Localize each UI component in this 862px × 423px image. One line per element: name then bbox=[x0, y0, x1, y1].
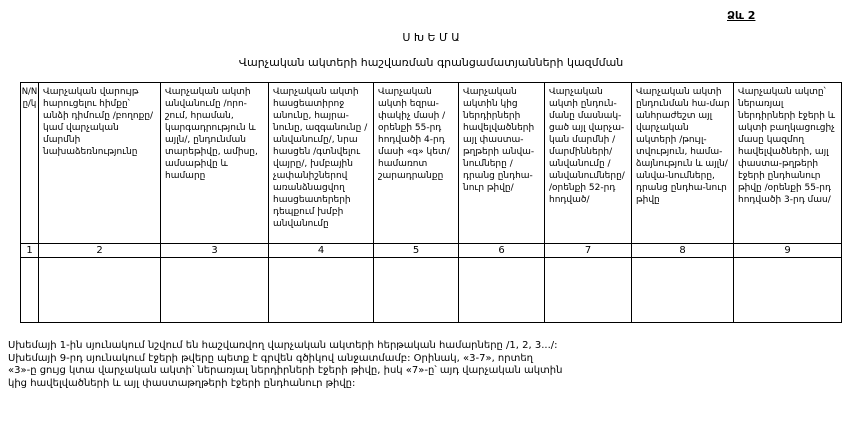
column-number-cell: 2 bbox=[39, 244, 161, 258]
footnotes bbox=[8, 340, 628, 390]
column-number-cell: 1 bbox=[21, 244, 39, 258]
table-header-cell: Վարչական ակտին կից ներդիրների հավելվածների այլ փաստա-թղթերի անվա-նումները /դրանց ընդհա-նուր թիվը/ bbox=[459, 83, 545, 244]
empty-data-row bbox=[21, 258, 842, 323]
empty-data-cell bbox=[374, 258, 459, 323]
empty-data-cell bbox=[632, 258, 734, 323]
column-number-row bbox=[21, 244, 842, 258]
table-header-cell: Վարչական ակտի ընդուն-մանը մասնակ-ցած այլ վարչա-կան մարմնի /մարմինների/ անվանումը /անվանումները/ /օրենքի 52-րդ հոդված/ bbox=[545, 83, 632, 244]
column-number-cell: 8 bbox=[632, 244, 734, 258]
column-number-cell: 6 bbox=[459, 244, 545, 258]
table-header-cell: Վարչական ակտը՝ ներառյալ ներդիրների էջերի և ակտի բաղկացուցիչ մասը կազմող հավելվածների, այլ փաստա-թղթերի էջերի ընդհանուր թիվը /օրենքի 55-րդ հոդվածի 3-րդ մաս/ bbox=[734, 83, 842, 244]
note-line: Սխեմայի 1-ին սյունակում նշվում են հաշվառվող վարչական ակտերի հերթական համարները /1, 2, 3.../: bbox=[8, 340, 558, 351]
column-number-cell: 4 bbox=[269, 244, 374, 258]
empty-data-cell bbox=[459, 258, 545, 323]
column-number-cell: 7 bbox=[545, 244, 632, 258]
empty-data-cell bbox=[269, 258, 374, 323]
empty-data-cell bbox=[734, 258, 842, 323]
table-header-cell: N/N ը/կ bbox=[21, 83, 39, 244]
registration-journal-table bbox=[20, 82, 842, 323]
table-header-cell: Վարչական ակտի եզրա-փակիչ մասի /օրենքի 55-րդ հոդվածի 4-րդ մասի «գ» կետ/ համառոտ շարադրանքը bbox=[374, 83, 459, 244]
table-header-cell: Վարչական ակտի ընդունման հա-մար անհրաժեշտ այլ վարչական ակտերի /թույլ-տվություն, համա-ձայնություն և այլն/ անվա-նումները, դրանց ընդհա-նուր թիվը bbox=[632, 83, 734, 244]
note-line: կից հավելվածների և այլ փաստաթղթերի էջերի ընդհանուր թիվը: bbox=[8, 377, 356, 389]
column-number-cell: 3 bbox=[161, 244, 269, 258]
page-subtitle: Վարչական ակտերի հաշվառման գրանցամատյանների կազմման bbox=[238, 56, 624, 69]
empty-data-cell bbox=[39, 258, 161, 323]
page-title: Ս Խ Ե Մ Ա bbox=[402, 31, 460, 44]
note-line: «3»-ը ցույց կտա վարչական ակտի՝ ներառյալ ներդիրների էջերի թիվը, իսկ «7»-ը՝ այդ վարչական ակտին bbox=[8, 365, 563, 377]
table-header-cell: Վարչական ակտի անվանումը /որո-շում, հրաման, կարգադրություն և այլն/, ընդունման տարեթիվը, ամիսը, ամսաթիվը և համարը bbox=[161, 83, 269, 244]
empty-data-cell bbox=[545, 258, 632, 323]
empty-data-cell bbox=[21, 258, 39, 323]
column-number-cell: 5 bbox=[374, 244, 459, 258]
table-header-row bbox=[21, 83, 842, 244]
note-line: Սխեմայի 9-րդ սյունակում էջերի թվերը պետք է գրվեն գծիկով անջատմամբ: Օրինակ, «3-7», որտեղ bbox=[8, 352, 534, 364]
column-number-cell: 9 bbox=[734, 244, 842, 258]
form-number-label: Ձև 2 bbox=[727, 9, 756, 22]
table-header-cell: Վարչական ակտի հասցեատիրոջ անունը, հայրա-նունը, ազգանունը /անվանումը/, նրա հասցեն /գտնվելու վայրը/, խմբային չափանիշներով առանձնացվող հասցեատերերի դեպքում խմբի անվանումը bbox=[269, 83, 374, 244]
table-header-cell: Վարչական վարույթ հարուցելու հիմքը՝ անձի դիմումը /բողոքը/ կամ վարչական մարմնի նախաձեռնությունը bbox=[39, 83, 161, 244]
empty-data-cell bbox=[161, 258, 269, 323]
